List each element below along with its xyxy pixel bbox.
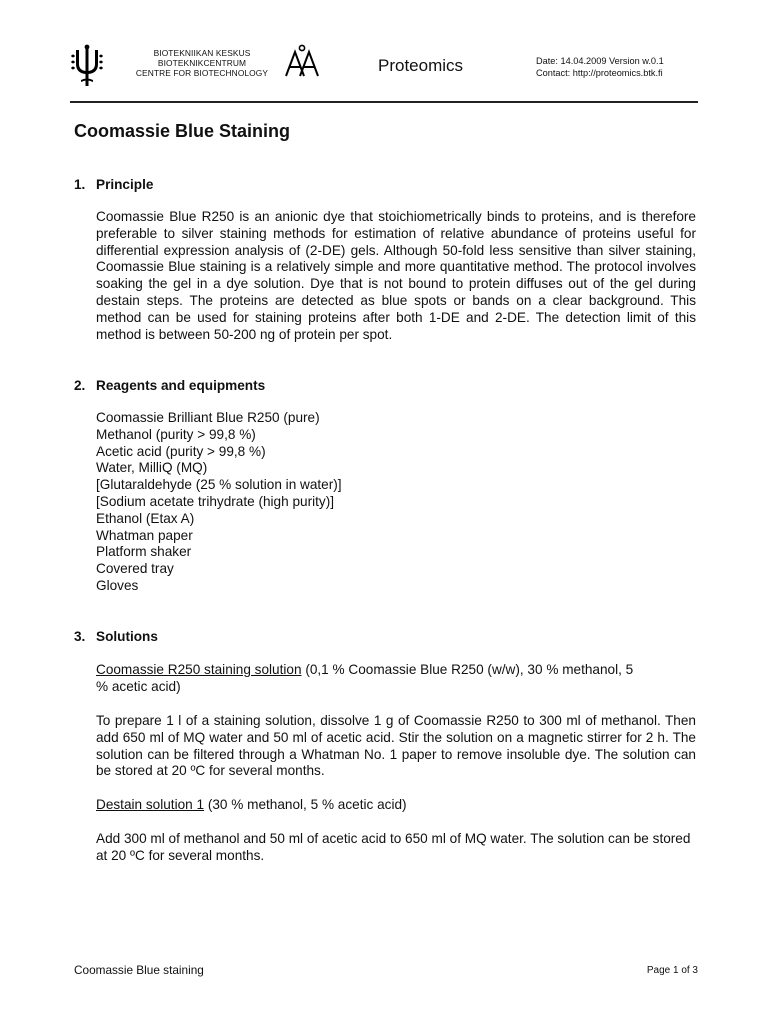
staining-solution-description [96,662,636,696]
header-meta [536,55,664,79]
list-item: Gloves [96,577,139,593]
section-number: 1. [74,177,86,192]
institution-line-fi: BIOTEKNIIKAN KESKUS [153,48,251,58]
section-heading-reagents [74,378,265,393]
destain-solution-description [96,797,696,814]
list-item: [Glutaraldehyde (25 % solution in water)] [96,477,342,493]
list-item: [Sodium acetate trihydrate (high purity)] [96,493,335,509]
list-item: Methanol (purity > 99,8 %) [96,426,256,442]
section-title: Solutions [96,629,158,644]
staining-solution-preparation: To prepare 1 l of a staining solution, dissolve 1 g of Coomassie R250 to 300 ml of methanol. Then add 650 ml of MQ water and 50 ml of acetic acid. Stir the solution on a magnetic stirrer for 2 h. The solution can be filtered through a Whatman No. 1 paper to remove insoluble dye. The solution can be stored at 20 ºC for several months. [96,713,696,779]
list-item: Platform shaker [96,544,192,560]
trident-logo-icon [70,44,104,88]
list-item: Water, MilliQ (MQ) [96,460,208,476]
section-heading-principle [74,177,153,192]
list-item: Acetic acid (purity > 99,8 %) [96,443,266,459]
list-item: Coomassie Brilliant Blue R250 (pure) [96,410,320,425]
header-divider [70,101,698,103]
destain-solution-name: Destain solution 1 [96,797,205,812]
date-version: Date: 14.04.2009 Version w.0.1 [536,56,664,66]
destain-solution-preparation: Add 300 ml of methanol and 50 ml of acetic acid to 650 ml of MQ water. The solution can be stored at 20 ºC for several months. [96,831,691,863]
reagents-list [96,410,696,595]
section-title: Principle [96,177,154,192]
list-item: Whatman paper [96,527,193,543]
principle-paragraph: Coomassie Blue R250 is an anionic dye that stoichiometrically binds to proteins, and is therefore preferable to silver staining methods for estimation of relative abundance of proteins useful for differential expression analysis of (2-DE) gels. Although 50-fold less sensitive than silver staining, Coomassie Blue staining is a relatively simple and more quantitative method. The protocol involves soaking the gel in a dye solution. Dye that is not bound to protein diffuses out of the gel during destain steps. The proteins are detected as blue spots or bands on a clear background. This method can be used for staining proteins after both 1-DE and 2-DE. The detection limit of this method is between 50-200 ng of protein per spot. [96,209,696,342]
list-item: Covered tray [96,561,174,577]
contact-line: Contact: http://proteomics.btk.fi [536,68,663,78]
institution-line-sv: BIOTEKNIKCENTRUM [157,58,247,69]
footer-page-number: Page 1 of 3 [646,965,698,976]
aa-logo-icon [284,44,320,78]
section-number: 2. [74,378,86,393]
footer-document-name: Coomassie Blue staining [74,963,204,977]
staining-solution-name: Coomassie R250 staining solution [96,662,302,677]
document-title: Coomassie Blue Staining [74,121,291,141]
section-heading-solutions [74,629,158,644]
destain-solution-composition: (30 % methanol, 5 % acetic acid) [204,797,407,812]
list-item: Ethanol (Etax A) [96,510,195,526]
staining-solution-composition: (0,1 % Coomassie Blue R250 (w/w), 30 % methanol, 5 % acetic acid) [96,662,634,694]
section-number: 3. [74,629,86,644]
institution-name [128,48,276,79]
institution-line-en: CENTRE FOR BIOTECHNOLOGY [135,68,269,79]
section-title: Reagents and equipments [96,378,266,393]
header-title: Proteomics [378,56,464,75]
